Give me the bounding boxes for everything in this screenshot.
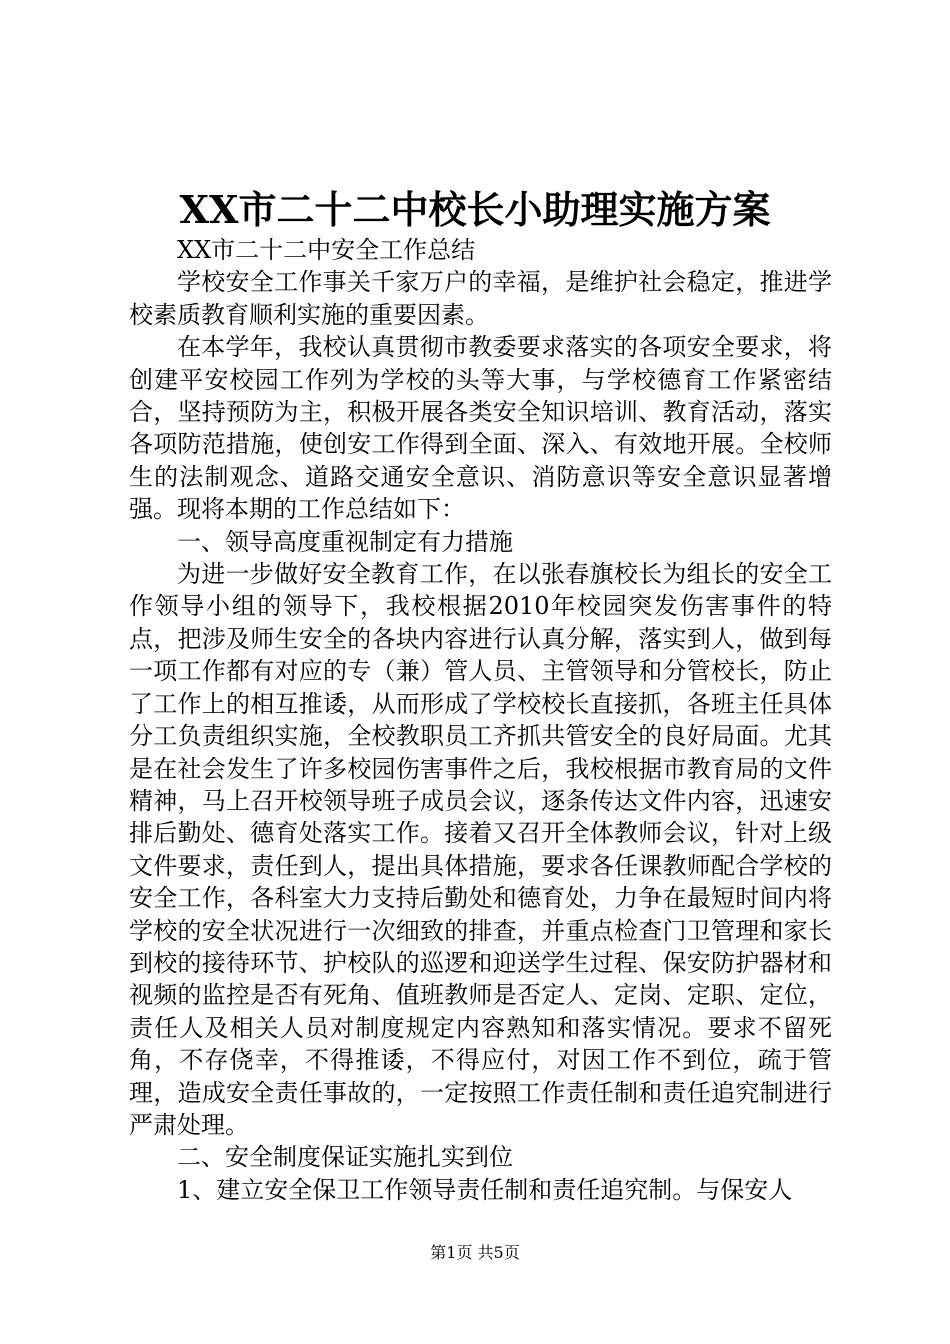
page-footer: 第1页 共5页 — [430, 1243, 520, 1262]
section-heading: 一、领导高度重视制定有力措施 — [177, 527, 513, 556]
paragraph: 1、建立安全保卫工作领导责任制和责任追究制。与保安人 — [177, 1175, 793, 1204]
document-title: XX市二十二中校长小助理实施方案 — [179, 187, 771, 232]
paragraph-subtitle: XX市二十二中安全工作总结 — [177, 236, 476, 264]
paragraph: 为进一步做好安全教育工作，在以张春旗校长为组长的安全工作领导小组的领导下，我校根据2010年校园突发伤害事件的特点，把涉及师生安全的各块内容进行认真分解，落实到人，做到每一项工作都有对应的专（兼）管人员、主管领导和分管校长，防止了工作上的相互推诿，从而形成了学校校长直接抓，各班主任具体分工负责组织实施，全校教职员工齐抓共管安全的良好局面。尤其是在社会发生了许多校园伤害事件之后，我校根据市教育局的文件精神，马上召开校领导班子成员会议，逐条传达文件内容，迅速安排后勤处、德育处落实工作。接着又召开全体教师会议，针对上级文件要求，责任到人，提出具体措施，要求各任课教师配合学校的安全工作，各科室大力支持后勤处和德育处，力争在最短时间内将学校的安全状况进行一次细致的排查，并重点检查门卫管理和家长到校的接待环节、护校队的巡逻和迎送学生过程、保安防护器材和视频的监控是否有死角、值班教师是否定人、定岗、定职、定位，责任人及相关人员对制度规定内容熟知和落实情况。要求不留死角，不存侥幸，不得推诿，不得应付，对因工作不到位，疏于管理，造成安全责任事故的，一定按照工作责任制和责任追究制进行严肃处理。 — [129, 560, 832, 1139]
paragraph: 学校安全工作事关千家万户的幸福，是维护社会稳定，推进学校素质教育顺利实施的重要因素。 — [129, 268, 832, 329]
document-body — [129, 234, 832, 1206]
section-heading: 二、安全制度保证实施扎实到位 — [177, 1143, 513, 1172]
paragraph: 在本学年，我校认真贯彻市教委要求落实的各项安全要求，将创建平安校园工作列为学校的头等大事，与学校德育工作紧密结合，坚持预防为主，积极开展各类安全知识培训、教育活动，落实各项防范措施，使创安工作得到全面、深入、有效地开展。全校师生的法制观念、道路交通安全意识、消防意识等安全意识显著增强。现将本期的工作总结如下： — [129, 333, 832, 524]
